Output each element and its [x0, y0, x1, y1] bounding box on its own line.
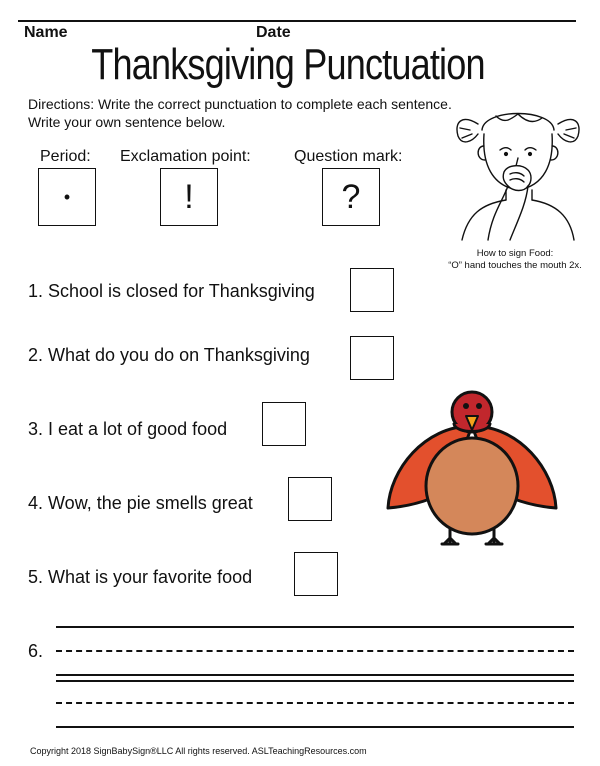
- answer-box-3[interactable]: [262, 402, 306, 446]
- exclamation-label: Exclamation point:: [120, 148, 251, 165]
- writing-dashed-line-2[interactable]: [56, 702, 574, 704]
- exclamation-symbol: !: [184, 178, 194, 216]
- question-label: Question mark:: [294, 148, 403, 165]
- sentence-2: 2. What do you do on Thanksgiving: [28, 345, 310, 365]
- name-label: Name: [24, 24, 68, 41]
- girl-signing-food-illustration: [448, 94, 588, 244]
- page-title: Thanksgiving Punctuation: [91, 40, 485, 89]
- writing-top-line: [56, 626, 574, 628]
- sign-caption: [440, 248, 590, 272]
- date-label: Date: [256, 24, 291, 41]
- period-label: Period:: [40, 148, 91, 165]
- sign-caption-line-2: “O” hand touches the mouth 2x.: [448, 260, 582, 271]
- writing-base-line-2: [56, 726, 574, 728]
- answer-box-5[interactable]: [294, 552, 338, 596]
- period-box: [38, 168, 96, 226]
- exclamation-box: [160, 168, 218, 226]
- sentence-4: 4. Wow, the pie smells great: [28, 493, 253, 513]
- directions-line-1: Directions: Write the correct punctuation to complete each sentence.: [28, 96, 452, 112]
- directions-line-2: Write your own sentence below.: [28, 114, 226, 130]
- writing-top-line-2: [56, 680, 574, 682]
- writing-line-number: 6.: [28, 641, 44, 661]
- directions: [28, 95, 458, 131]
- question-box: [322, 168, 380, 226]
- copyright-footer: Copyright 2018 SignBabySign®LLC All rights reserved. ASLTeachingResources.com: [30, 746, 367, 756]
- sentence-3: 3. I eat a lot of good food: [28, 419, 228, 439]
- answer-box-4[interactable]: [288, 477, 332, 521]
- writing-dashed-line-1[interactable]: [56, 650, 574, 652]
- question-symbol: ?: [341, 178, 361, 216]
- sign-caption-line-1: How to sign Food:: [476, 248, 554, 259]
- turkey-illustration: [384, 390, 560, 552]
- sentence-1: 1. School is closed for Thanksgiving: [28, 281, 315, 301]
- name-date-rule: [18, 20, 576, 22]
- sentence-5: 5. What is your favorite food: [28, 567, 253, 587]
- writing-base-line-1: [56, 674, 574, 676]
- answer-box-1[interactable]: [350, 268, 394, 312]
- answer-box-2[interactable]: [350, 336, 394, 380]
- period-symbol: •: [63, 187, 71, 207]
